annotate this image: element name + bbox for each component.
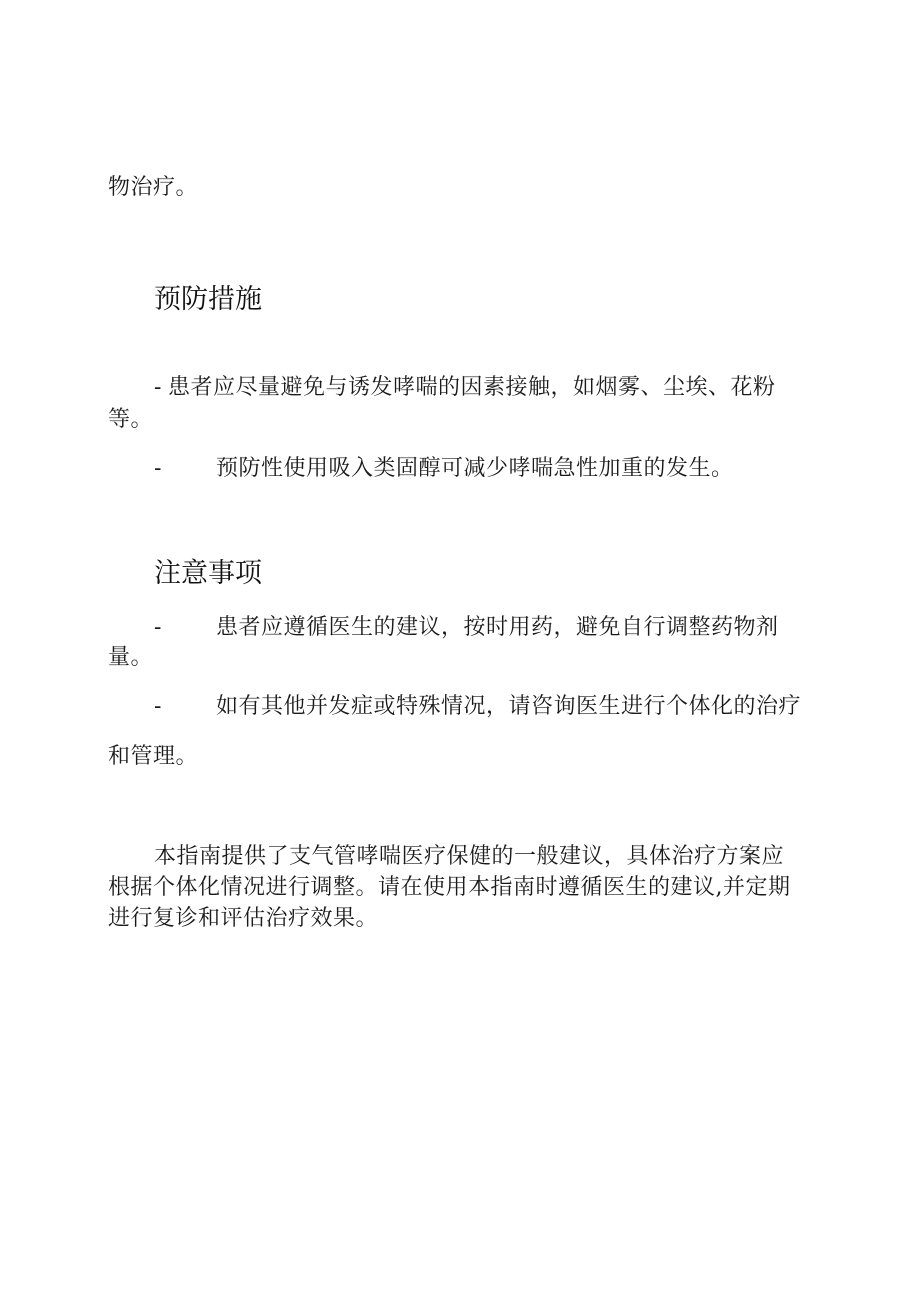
closing-paragraph-line: 进行复诊和评估治疗效果。	[108, 906, 379, 931]
list-item	[154, 692, 820, 722]
section-heading-prevention: 预防措施	[154, 284, 262, 315]
list-item-text: 患者应尽量避免与诱发哮喘的因素接触，如烟雾、尘埃、花粉	[168, 375, 776, 400]
list-item	[154, 613, 820, 643]
section-heading-notes: 注意事项	[154, 558, 262, 589]
list-item-continuation: 量。	[108, 645, 154, 670]
list-item	[154, 454, 820, 484]
list-item	[154, 373, 820, 403]
list-dash: -	[154, 375, 162, 400]
list-item-text: 如有其他并发症或特殊情况，请咨询医生进行个体化的治疗	[216, 694, 802, 719]
list-item-continuation: 和管理。	[108, 744, 199, 769]
list-dash: -	[154, 456, 162, 481]
list-item-text: 患者应遵循医生的建议，按时用药，避免自行调整药物剂	[216, 615, 779, 640]
list-item-continuation: 等。	[108, 407, 154, 432]
closing-paragraph-line: 根据个体化情况进行调整。请在使用本指南时遵循医生的建议,并定期	[108, 875, 791, 900]
list-dash: -	[154, 694, 162, 719]
list-item-text: 预防性使用吸入类固醇可减少哮喘急性加重的发生。	[216, 456, 734, 481]
closing-paragraph-line: 本指南提供了支气管哮喘医疗保健的一般建议，具体治疗方案应	[154, 844, 785, 869]
continuation-text: 物治疗。	[108, 175, 199, 200]
list-dash: -	[154, 615, 162, 640]
